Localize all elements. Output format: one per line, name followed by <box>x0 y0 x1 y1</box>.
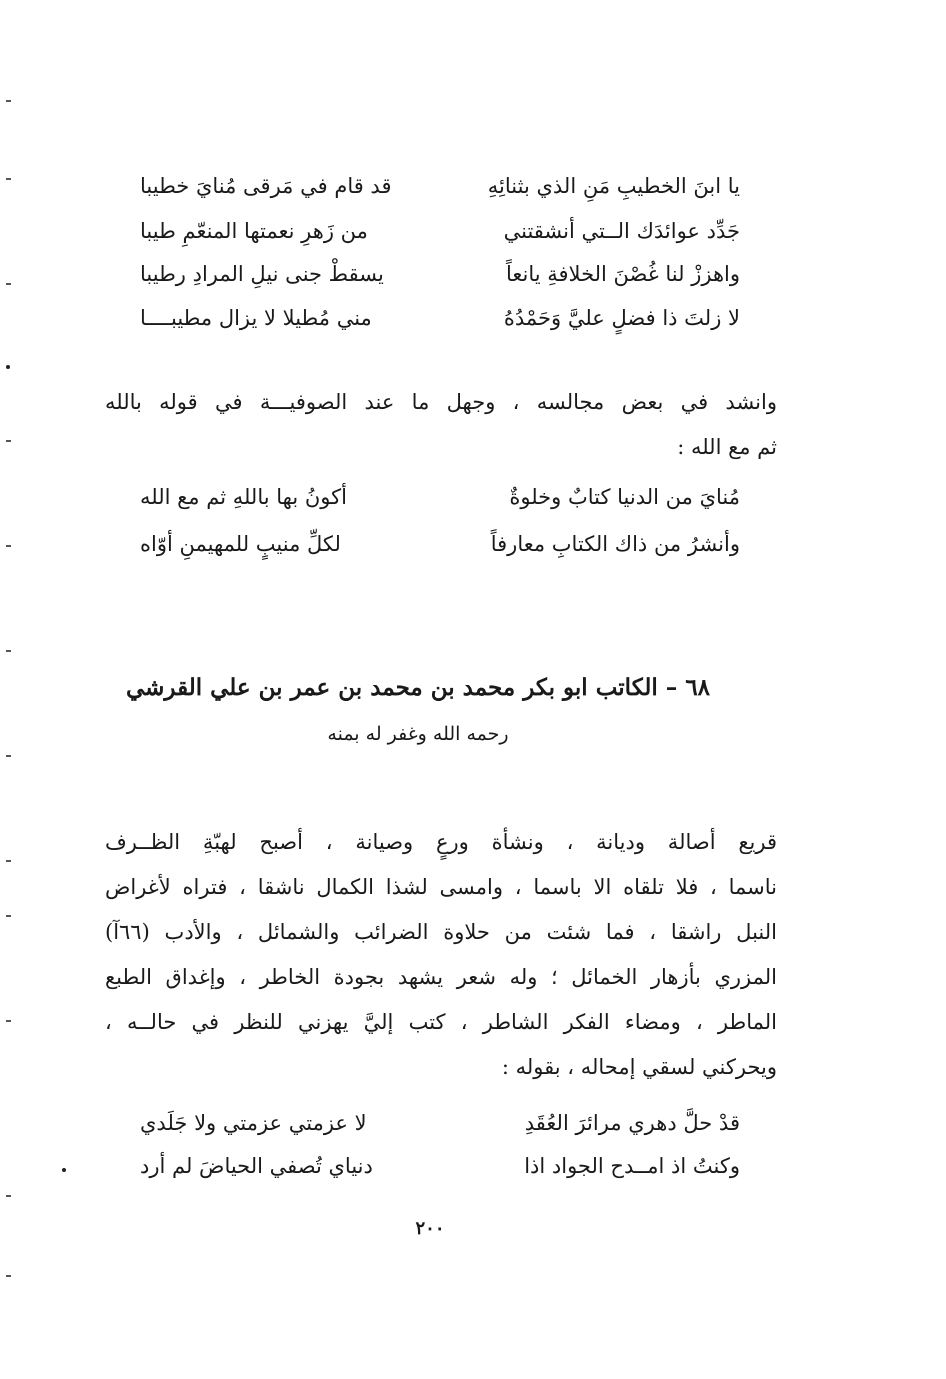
verse-second-hemistich: قد قام في مَرقى مُنايَ خطيبا <box>140 174 392 198</box>
verse <box>140 477 740 517</box>
margin-tick <box>6 178 11 180</box>
verse <box>140 254 740 294</box>
text-line: النبل راشقا ، فما شئت من حلاوة الضرائب والشمائل ، والأدب (٦٦آ) <box>105 920 777 944</box>
verse-first-hemistich: يا ابنَ الخطيبِ مَنِ الذي بثنائِهِ <box>487 174 740 198</box>
section-heading: ٦٨ – الكاتب ابو بكر محمد بن محمد بن عمر بن علي القرشي <box>125 674 711 701</box>
text-line: ويحركني لسقي إمحاله ، بقوله : <box>501 1055 777 1079</box>
margin-tick <box>6 860 11 862</box>
verse <box>140 1146 740 1186</box>
verse-first-hemistich: جَدِّد عوائدَك الــتي أنشقتني <box>503 219 740 243</box>
intro-paragraph <box>105 380 777 470</box>
text-line: ثم مع الله : <box>677 435 777 459</box>
text-line: المزري بأزهار الخمائل ؛ وله شعر يشهد بجودة الخاطر ، وإغداق الطبع <box>105 965 777 989</box>
verse <box>140 166 740 206</box>
margin-dot <box>62 1168 66 1172</box>
text-line: ناسما ، فلا تلقاه الا باسما ، وامسى لشذا الكمال ناشقا ، فتراه لأغراض <box>105 875 777 899</box>
margin-tick <box>6 755 11 757</box>
text-line: وانشد في بعض مجالسه ، وجهل ما عند الصوفيـــة في قوله بالله <box>105 390 777 414</box>
page-number: ٢٠٠ <box>415 1218 445 1239</box>
verse-second-hemistich: أكونُ بها باللهِ ثم مع الله <box>140 485 347 509</box>
margin-tick <box>6 283 11 285</box>
verse-second-hemistich: لكلِّ منيبٍ للمهيمنِ أوّاه <box>140 532 341 556</box>
margin-tick <box>6 1195 11 1197</box>
margin-tick <box>6 1275 11 1277</box>
text-line: الماطر ، ومضاء الفكر الشاطر ، كتب إليَّ يهزني للنظر في حالــه ، <box>105 1010 777 1034</box>
margin-tick <box>6 650 11 652</box>
margin-tick <box>6 915 11 917</box>
verse-first-hemistich: واهززْ لنا غُصْنَ الخلافةِ يانعاً <box>505 262 740 286</box>
verse-second-hemistich: من زَهرِ نعمتها المنعّمِ طيبا <box>140 219 368 243</box>
margin-tick <box>6 1020 11 1022</box>
verse-first-hemistich: وكنتُ اذ امــدح الجواد اذا <box>524 1154 740 1178</box>
margin-dot <box>6 365 10 369</box>
section-subheading: رحمه الله وغفر له بمنه <box>327 723 509 745</box>
verse-first-hemistich: وأنشرُ من ذاك الكتابِ معارفاً <box>490 532 740 556</box>
verse-second-hemistich: دنياي تُصفي الحياضَ لم أرد <box>140 1154 373 1178</box>
verse <box>140 1103 740 1143</box>
verse-first-hemistich: لا زلتَ ذا فضلٍ عليَّ وَحَمْدُهُ <box>503 306 740 330</box>
verse-second-hemistich: يسقطْ جنى نيلِ المرادِ رطيبا <box>140 262 384 286</box>
verse <box>140 524 740 564</box>
verse-first-hemistich: قدْ حلَّ دهري مرائرَ العُقَدِ <box>524 1111 740 1135</box>
verse <box>140 298 740 338</box>
biography-paragraph <box>105 820 777 1090</box>
text-line: قريع أصالة وديانة ، ونشأة ورعٍ وصيانة ، أصبح لهبّةِ الظــرف <box>105 830 777 854</box>
verse-second-hemistich: لا عزمتي عزمتي ولا جَلَدي <box>140 1111 367 1135</box>
margin-tick <box>6 440 11 442</box>
verse-second-hemistich: مني مُطيلا لا يزال مطيبــــا <box>140 306 372 330</box>
verse <box>140 211 740 251</box>
verse-first-hemistich: مُنايَ من الدنيا كتابٌ وخلوةٌ <box>509 485 740 509</box>
margin-tick <box>6 100 11 102</box>
margin-tick <box>6 545 11 547</box>
